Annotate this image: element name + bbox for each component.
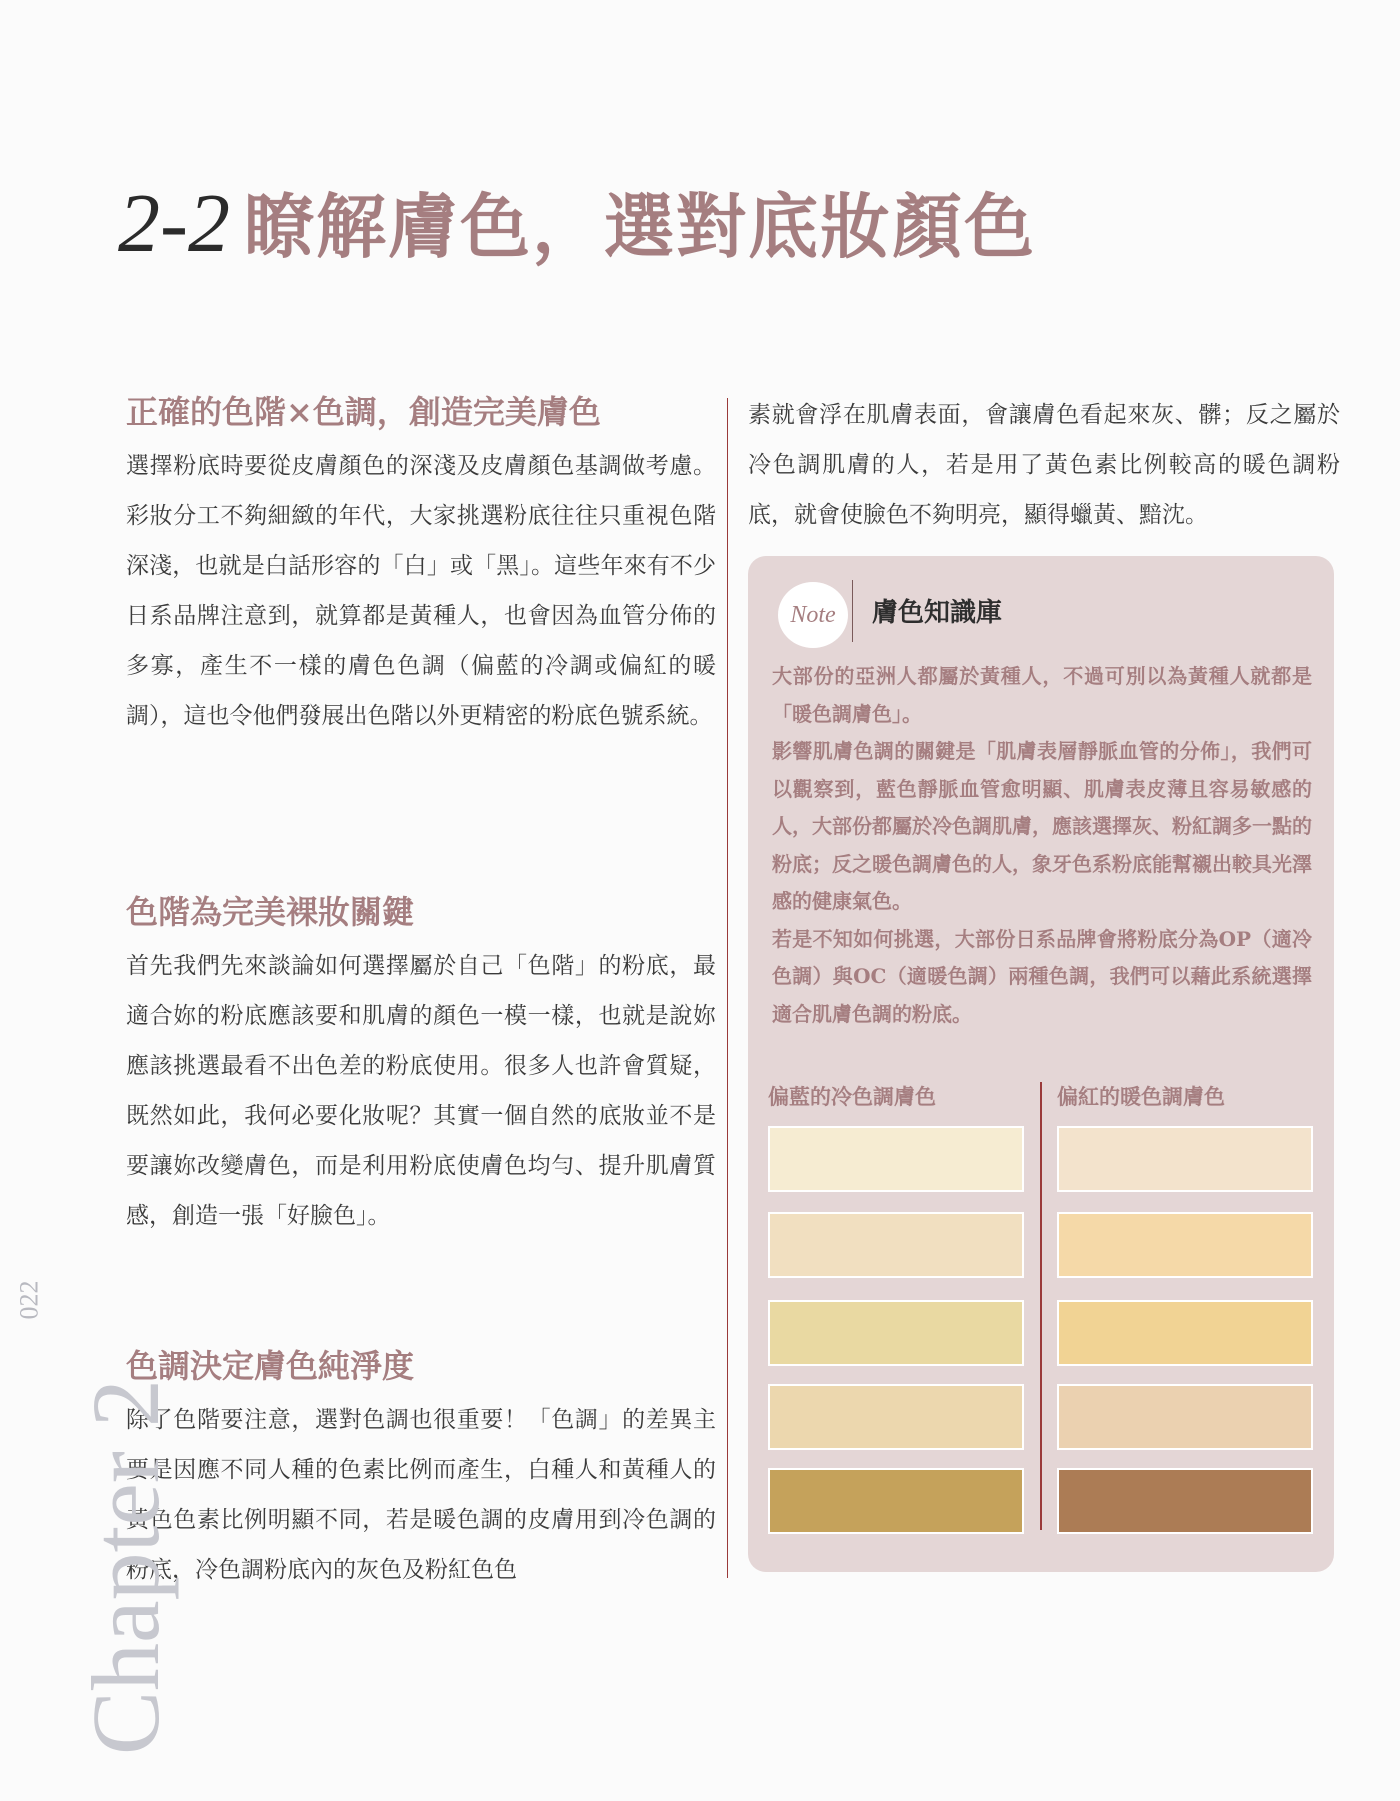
- section-body: 選擇粉底時要從皮膚顏色的深淺及皮膚顏色基調做考慮。彩妝分工不夠細緻的年代，大家挑選粉底往往只重視色階深淺，也就是白話形容的「白」或「黑」。這些年來有不少日系品牌注意到，就算都是黃種人，也會因為血管分佈的多寡，產生不一樣的膚色色調（偏藍的冷調或偏紅的暖調），這也令他們發展出色階以外更精密的粉底色號系統。: [126, 452, 716, 729]
- swatch: [1057, 1212, 1313, 1278]
- swatch-divider: [1040, 1082, 1042, 1530]
- title-text: 瞭解膚色，選對底妝顏色: [243, 185, 1036, 268]
- swatch: [768, 1468, 1024, 1534]
- section-heading: 色階為完美裸妝關鍵: [126, 893, 415, 931]
- continuation-text: 素就會浮在肌膚表面，會讓膚色看起來灰、髒；反之屬於冷色調肌膚的人，若是用了黃色素比例較高的暖色調粉底，就會使臉色不夠明亮，顯得蠟黃、黯沈。: [748, 402, 1340, 528]
- cool-tone-swatches: [768, 1082, 1024, 1112]
- note-paragraph: 若是不知如何挑選，大部份日系品牌會將粉底分為OP（適冷色調）與OC（適暖色調）兩種色調，我們可以藉此系統選擇適合肌膚色調的粉底。: [772, 926, 1312, 1026]
- swatch: [1057, 1126, 1313, 1192]
- section-body: 除了色階要注意，選對色調也很重要！「色調」的差異主要是因應不同人種的色素比例而產生，白種人和黃種人的黃色色素比例明顯不同，若是暖色調的皮膚用到冷色調的粉底，冷色調粉底內的灰色及粉紅色色: [126, 1406, 716, 1583]
- swatch: [768, 1300, 1024, 1366]
- page-number: 022: [14, 1280, 44, 1320]
- cool-tone-heading: 偏藍的冷色調膚色: [768, 1084, 936, 1109]
- section-body: 首先我們先來談論如何選擇屬於自己「色階」的粉底，最適合妳的粉底應該要和肌膚的顏色一模一樣，也就是說妳應該挑選最看不出色差的粉底使用。很多人也許會質疑，既然如此，我何必要化妝呢？其實一個自然的底妝並不是要讓妳改變膚色，而是利用粉底使膚色均勻、提升肌膚質感，創造一張「好臉色」。: [126, 952, 716, 1229]
- section-color-level: [126, 890, 716, 1241]
- swatch: [768, 1384, 1024, 1450]
- note-paragraph: 影響肌膚色調的關鍵是「肌膚表層靜脈血管的分佈」，我們可以觀察到，藍色靜脈血管愈明顯、肌膚表皮薄且容易敏感的人，大部份都屬於冷色調肌膚，應該選擇灰、粉紅調多一點的粉底；反之暖色調膚色的人，象牙色系粉底能幫襯出較具光澤感的健康氣色。: [772, 739, 1312, 913]
- note-title: 膚色知識庫: [872, 598, 1003, 628]
- swatch: [768, 1212, 1024, 1278]
- section-color-level-tone: [126, 390, 716, 741]
- swatch: [768, 1126, 1024, 1192]
- warm-tone-heading: 偏紅的暖色調膚色: [1057, 1084, 1225, 1109]
- section-heading: 色調決定膚色純淨度: [126, 1347, 415, 1385]
- right-column: [748, 390, 1340, 540]
- swatch: [1057, 1468, 1313, 1534]
- note-box: [748, 556, 1334, 1572]
- chapter-label: Chapter 2: [72, 1379, 179, 1755]
- swatch: [1057, 1300, 1313, 1366]
- section-color-tone: [126, 1344, 716, 1595]
- note-paragraph: 大部份的亞洲人都屬於黃種人，不過可別以為黃種人就都是「暖色調膚色」。: [772, 664, 1312, 726]
- column-divider: [727, 398, 728, 1578]
- note-badge: Note: [778, 582, 848, 648]
- page-title: [118, 178, 1036, 270]
- note-separator: [852, 580, 853, 642]
- warm-tone-swatches: [1057, 1082, 1313, 1112]
- note-body: [772, 658, 1312, 1033]
- swatch: [1057, 1384, 1313, 1450]
- title-number: 2-2: [118, 177, 230, 270]
- section-heading: 正確的色階×色調，創造完美膚色: [126, 393, 601, 431]
